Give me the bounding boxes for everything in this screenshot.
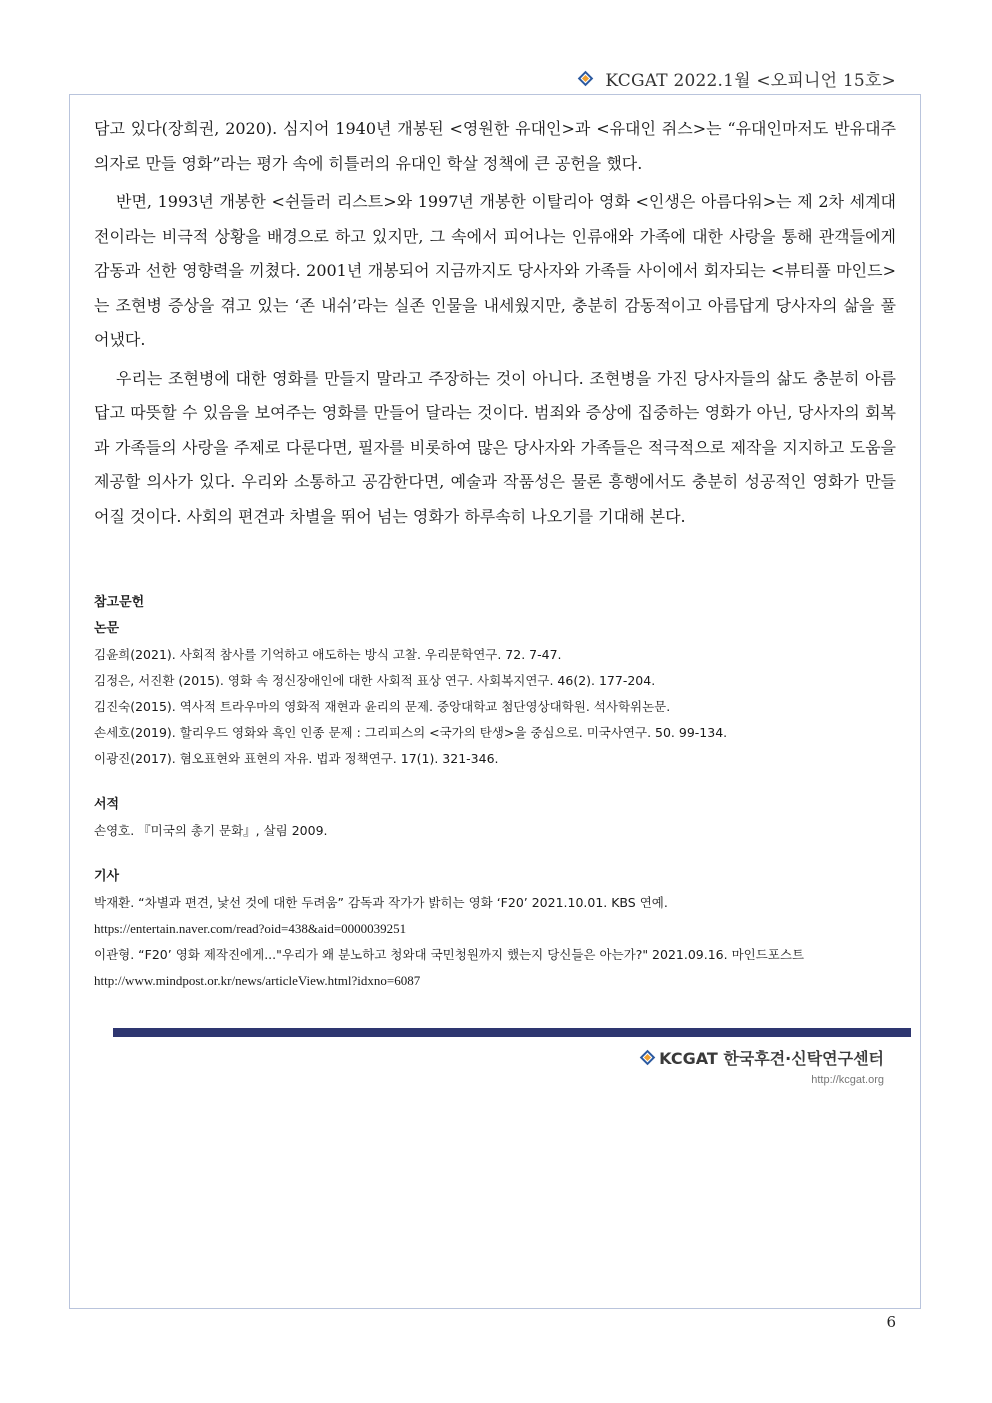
header-text: KCGAT 2022.1월 <오피니언 15호> — [605, 71, 896, 91]
footer-brand — [642, 1046, 884, 1069]
articles-heading: 기사 — [94, 869, 120, 884]
paper-ref: 이광진(2017). 혐오표현와 표현의 자유. 법과 정책연구. 17(1). 321-346. — [94, 751, 499, 766]
references-title: 참고문헌 — [94, 595, 145, 610]
papers-heading: 논문 — [94, 621, 120, 636]
paper-ref: 김정은, 서진환 (2015). 영화 속 정신장애인에 대한 사회적 표상 연구. 사회복지연구. 46(2). 177-204. — [94, 673, 656, 688]
paragraph-1: 담고 있다(장희권, 2020). 심지어 1940년 개봉된 <영원한 유대인>과 <유대인 쥐스>는 “유대인마저도 반유대주의자로 만들 영화”라는 평가 속에 히틀러의 유대인 학살 정책에 큰 공헌을 했다. — [94, 119, 896, 173]
paragraph-3: 우리는 조현병에 대한 영화를 만들지 말라고 주장하는 것이 아니다. 조현병을 가진 당사자들의 삶도 충분히 아름답고 따뜻할 수 있음을 보여주는 영화를 만들어 달라는 것이다. 범죄와 증상에 집중하는 영화가 아닌, 당사자의 회복과 가족들의 사랑을 주제로 다룬다면, 필자를 비롯하여 많은 당사자와 가족들은 적극적으로 제작을 지지하고 도움을 제공할 의사가 있다. 우리와 소통하고 공감한다면, 예술과 작품성은 물론 흥행에서도 충분히 성공적인 영화가 만들어질 것이다. 사회의 편견과 차별을 뛰어 넘는 영화가 하루속히 나오기를 기대해 본다. — [94, 368, 896, 526]
page-number: 6 — [886, 1313, 896, 1331]
diamond-logo-icon — [640, 1050, 656, 1066]
references-section — [94, 590, 914, 994]
diamond-logo-icon — [578, 71, 594, 87]
footer-url[interactable]: http://kcgat.org — [811, 1074, 884, 1086]
page-header — [580, 66, 896, 91]
paragraph-2: 반면, 1993년 개봉한 <쉰들러 리스트>와 1997년 개봉한 이탈리아 영화 <인생은 아름다워>는 제 2차 세계대전이라는 비극적 상황을 배경으로 하고 있지만, 그 속에서 피어나는 인류애와 가족에 대한 사랑을 통해 관객들에게 감동과 선한 영향력을 끼쳤다. 2001년 개봉되어 지금까지도 당사자와 가족들 사이에서 회자되는 <뷰티풀 마인드>는 조현병 증상을 겪고 있는 ‘존 내쉬’라는 실존 인물을 내세웠지만, 충분히 감동적이고 아름답게 당사자의 삶을 풀어냈다. — [94, 192, 896, 349]
article-ref: 이관형. “F20’ 영화 제작진에게..."우리가 왜 분노하고 청와대 국민청원까지 했는지 당신들은 아는가?" 2021.09.16. 마인드포스트 — [94, 947, 805, 962]
article-body — [94, 112, 896, 538]
book-ref: 손영호. 『미국의 총기 문화』, 살림 2009. — [94, 823, 328, 838]
paper-ref: 김윤희(2021). 사회적 참사를 기억하고 애도하는 방식 고찰. 우리문학연구. 72. 7-47. — [94, 647, 562, 662]
paper-ref: 손세호(2019). 할리우드 영화와 흑인 인종 문제 : 그리피스의 <국가의 탄생>을 중심으로. 미국사연구. 50. 99-134. — [94, 725, 728, 740]
books-heading: 서적 — [94, 797, 120, 812]
footer-divider-bar — [113, 1028, 911, 1037]
paper-ref: 김진숙(2015). 역사적 트라우마의 영화적 재현과 윤리의 문제. 중앙대학교 첨단영상대학원. 석사학위논문. — [94, 699, 671, 714]
article-link[interactable]: http://www.mindpost.or.kr/news/articleView.html?idxno=6087 — [94, 973, 421, 988]
article-ref: 박재환. “차별과 편견, 낯선 것에 대한 두려움” 감독과 작가가 밝히는 영화 ‘F20’ 2021.10.01. KBS 연예. — [94, 895, 668, 910]
footer-brand-text: KCGAT 한국후견·신탁연구센터 — [659, 1049, 884, 1068]
article-link[interactable]: https://entertain.naver.com/read?oid=438&aid=0000039251 — [94, 921, 407, 936]
